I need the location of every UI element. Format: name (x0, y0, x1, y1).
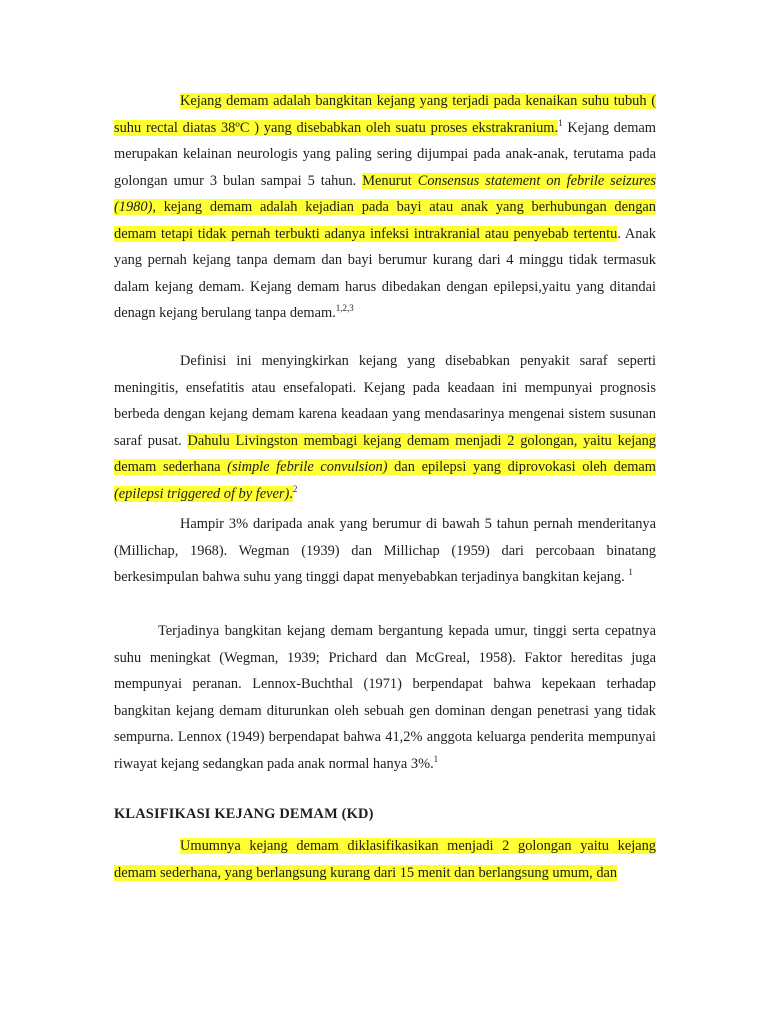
paragraph-body (114, 838, 656, 881)
highlighted-text: (simple febrile convulsion) (227, 459, 388, 475)
body-text: Terjadinya bangkitan kejang demam bergantung kepada umur, tinggi serta cepatnya suhu meningkat (Wegman, 1939; Prichard dan McGreal, 1958). Faktor hereditas juga mempunyai peranan. Lennox-Buchthal (1971) berpendapat bahwa kepekaan terhadap bangkitan kejang demam diturunkan oleh sebuah gen dominan dengan penetrasi yang tidak sempurna. Lennox (1949) berpendapat bahwa 41,2% anggota keluarga penderita mempunyai riwayat kejang sedangkan pada anak normal hanya 3%. (114, 623, 656, 772)
paragraph-body (114, 516, 656, 585)
highlighted-text: , kejang demam adalah kejadian pada bayi atau anak yang berhubungan dengan demam tetapi tidak pernah terbukti adanya infeksi intrakranial atau penyebab tertentu (114, 199, 656, 242)
highlighted-text: Umumnya kejang demam diklasifikasikan menjadi 2 golongan yaitu kejang demam sederhana, yang berlangsung kurang dari 15 menit dan berlangsung umum, dan (114, 838, 656, 881)
paragraph-body (114, 93, 656, 321)
section-heading: KLASIFIKASI KEJANG DEMAM (KD) (114, 806, 374, 822)
paragraph-heredity (114, 618, 656, 777)
highlighted-text: Kejang demam adalah bangkitan kejang yang terjadi pada kenaikan suhu tubuh ( suhu rectal diatas 38 (114, 93, 656, 136)
citation-superscript: 1 (558, 117, 563, 128)
highlighted-text: Consensus statement on febrile seizures (1980) (114, 172, 656, 215)
paragraph-prevalence (114, 511, 656, 591)
citation-superscript: 1 (628, 567, 633, 578)
highlighted-text: ºC (235, 119, 250, 136)
citation-superscript: 2 (292, 483, 298, 494)
citation-superscript: 1 (433, 753, 439, 764)
body-text: Kejang demam merupakan kelainan neurologis yang paling sering dijumpai pada anak-anak, terutama pada golongan umur 3 bulan sampai 5 tahun. (114, 119, 657, 189)
paragraph-body (114, 353, 656, 502)
body-text: Hampir 3% daripada anak yang berumur di bawah 5 tahun pernah menderitanya (Millichap, 1968). Wegman (1939) dan Millichap (1959) dari percobaan binatang berkesimpulan bahwa suhu yang tinggi dapat menyebabkan terjadinya bangkitan kejang. (114, 516, 656, 585)
highlighted-text: Dahulu Livingston membagi kejang demam menjadi 2 golongan, yaitu kejang demam sederhana (114, 432, 656, 475)
highlighted-text: dan epilepsi yang diprovokasi oleh demam (387, 459, 656, 475)
highlighted-text: ) yang disebabkan oleh suatu proses ekstrakranium. (249, 119, 559, 136)
paragraph-exclusion (114, 348, 656, 507)
paragraph-body (114, 623, 656, 772)
highlighted-text: Menurut (362, 172, 418, 189)
citation-superscript: 1,2,3 (335, 303, 354, 314)
paragraph-definition (114, 88, 656, 327)
highlighted-text: . (289, 485, 293, 502)
body-text: . Anak yang pernah kejang tanpa demam dan bayi berumur kurang dari 4 minggu tidak termasuk dalam kejang demam. Kejang demam harus dibedakan dengan epilepsi,yaitu yang ditandai denagn kejang berulang tanpa demam. (114, 225, 656, 321)
body-text: Definisi ini menyingkirkan kejang yang disebabkan penyakit saraf seperti meningitis, ensefatitis atau ensefalopati. Kejang pada keadaan ini mempunyai prognosis berbeda dengan kejang demam karena keadaan yang mendasarinya mengenai sistem susunan saraf pusat. (114, 353, 656, 449)
highlighted-text: (epilepsi triggered of by fever) (114, 485, 290, 502)
paragraph-classification (114, 833, 656, 886)
